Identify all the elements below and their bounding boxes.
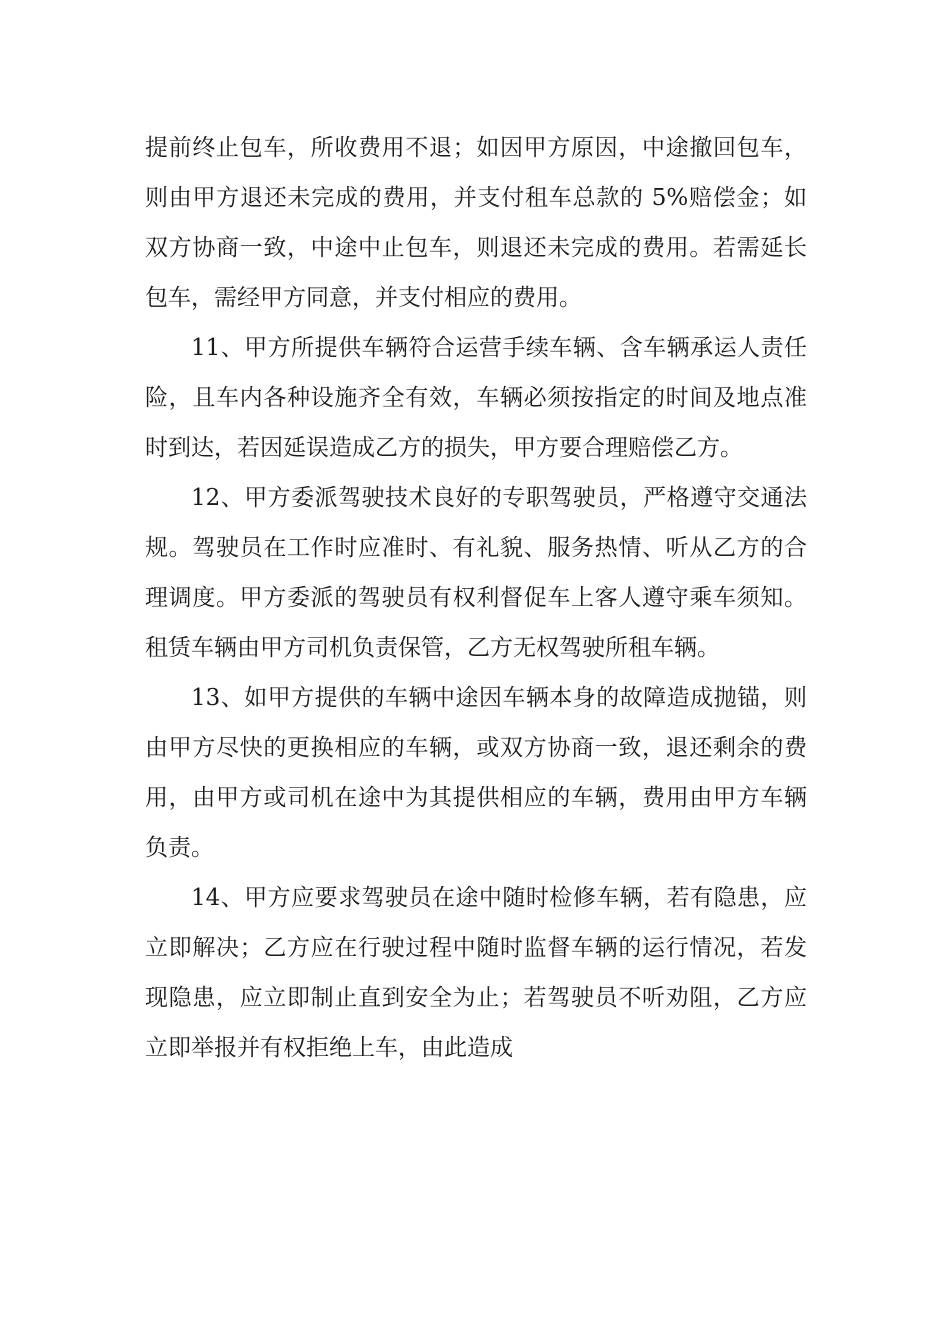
paragraph-12: 12、甲方委派驾驶技术良好的专职驾驶员，严格遵守交通法规。驾驶员在工作时应准时、有礼貌、服务热情、听从乙方的合理调度。甲方委派的驾驶员有权利督促车上客人遵守乘车须知。租赁车辆由甲方司机负责保管，乙方无权驾驶所租车辆。 <box>145 485 807 661</box>
paragraph-14: 14、甲方应要求驾驶员在途中随时检修车辆，若有隐患，应立即解决；乙方应在行驶过程中随时监督车辆的运行情况，若发现隐患，应立即制止直到安全为止；若驾驶员不听劝阻，乙方应立即举报并有权拒绝上车，由此造成 <box>145 885 807 1061</box>
paragraph-10-continuation: 提前终止包车，所收费用不退；如因甲方原因，中途撤回包车，则由甲方退还未完成的费用，并支付租车总款的 5%赔偿金；如双方协商一致，中途中止包车，则退还未完成的费用。若需延长包车，需经甲方同意，并支付相应的费用。 <box>145 135 807 311</box>
document-body <box>145 123 807 1073</box>
paragraph-13: 13、如甲方提供的车辆中途因车辆本身的故障造成抛锚，则由甲方尽快的更换相应的车辆，或双方协商一致，退还剩余的费用，由甲方或司机在途中为其提供相应的车辆，费用由甲方车辆负责。 <box>145 685 807 861</box>
paragraph-11: 11、甲方所提供车辆符合运营手续车辆、含车辆承运人责任险，且车内各种设施齐全有效，车辆必须按指定的时间及地点准时到达，若因延误造成乙方的损失，甲方要合理赔偿乙方。 <box>145 335 807 461</box>
